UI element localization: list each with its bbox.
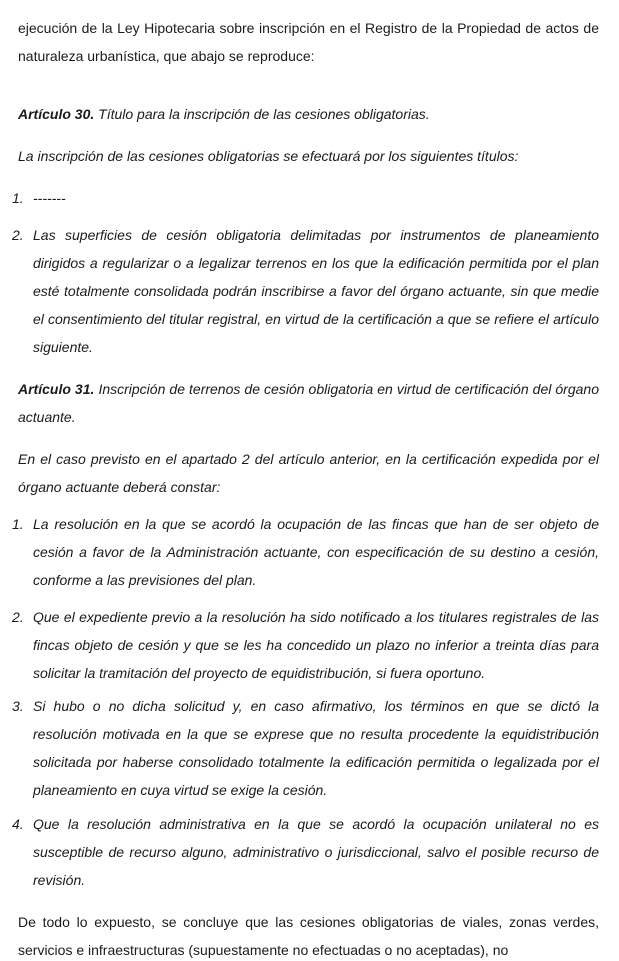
- intro-paragraph: ejecución de la Ley Hipotecaria sobre inscripción en el Registro de la Propiedad de actos de naturaleza urbanística, que abajo se reproduce:: [18, 20, 599, 64]
- item-number: 1.: [12, 516, 24, 532]
- item-text: Que el expediente previo a la resolución ha sido notificado a los titulares registrales de las fincas objeto de cesión y que se les ha concedido un plazo no inferior a treinta días para solicitar la tramitación del proyecto de equidistribución, si fuera oportuno.: [33, 609, 599, 681]
- closing-paragraph: De todo lo expuesto, se concluye que las cesiones obligatorias de viales, zonas verdes, servicios e infraestructuras (supuestamente no efectuadas o no aceptadas), no: [18, 914, 599, 958]
- item-text: Las superficies de cesión obligatoria delimitadas por instrumentos de planeamiento dirigidos a regularizar o a legalizar terrenos en los que la edificación permitida por el plan esté totalmente consolidada podrán inscribirse a favor del órgano actuante, sin que medie el consentimiento del titular registral, en virtud de la certificación a que se refiere el artículo siguiente.: [33, 227, 599, 355]
- item-text: Que la resolución administrativa en la que se acordó la ocupación unilateral no es susceptible de recurso alguno, administrativo o jurisdiccional, salvo el posible recurso de revisión.: [33, 816, 599, 888]
- item-number: 4.: [12, 816, 24, 832]
- article-31-item-4: [12, 810, 599, 894]
- article-31-lead: En el caso previsto en el apartado 2 del artículo anterior, en la certificación expedida por el órgano actuante deberá constar:: [18, 451, 599, 495]
- article-31-title: Inscripción de terrenos de cesión obligatoria en virtud de certificación del órgano actuante.: [18, 381, 599, 425]
- article-30-number: Artículo 30.: [18, 106, 95, 122]
- article-30-lead: La inscripción de las cesiones obligatorias se efectuará por los siguientes títulos:: [18, 148, 519, 164]
- article-30-item-2: [12, 221, 599, 361]
- article-31-number: Artículo 31.: [18, 381, 95, 397]
- article-31-item-2: [12, 603, 599, 687]
- article-31-heading: [18, 375, 599, 431]
- article-31-item-3: [12, 692, 599, 804]
- article-31-item-1: [12, 510, 599, 594]
- article-30-title: Título para la inscripción de las cesiones obligatorias.: [94, 106, 430, 122]
- item-number: 2.: [12, 227, 24, 243]
- item-number: 2.: [12, 609, 24, 625]
- item-number: 3.: [12, 698, 24, 714]
- item-number: 1.: [12, 190, 24, 206]
- item-text: Si hubo o no dicha solicitud y, en caso afirmativo, los términos en que se dictó la resolución motivada en la que se exprese que no resulta procedente la equidistribución solicitada por haberse consolidado totalmente la edificación permitida o legalizada por el planeamiento en cuya virtud se exige la cesión.: [33, 698, 599, 798]
- article-30-item-1: [12, 184, 599, 212]
- item-text: La resolución en la que se acordó la ocupación de las fincas que han de ser objeto de cesión a favor de la Administración actuante, con especificación de su destino a cesión, conforme a las previsiones del plan.: [33, 516, 599, 588]
- item-text: -------: [33, 190, 66, 206]
- article-30-heading: [18, 100, 599, 128]
